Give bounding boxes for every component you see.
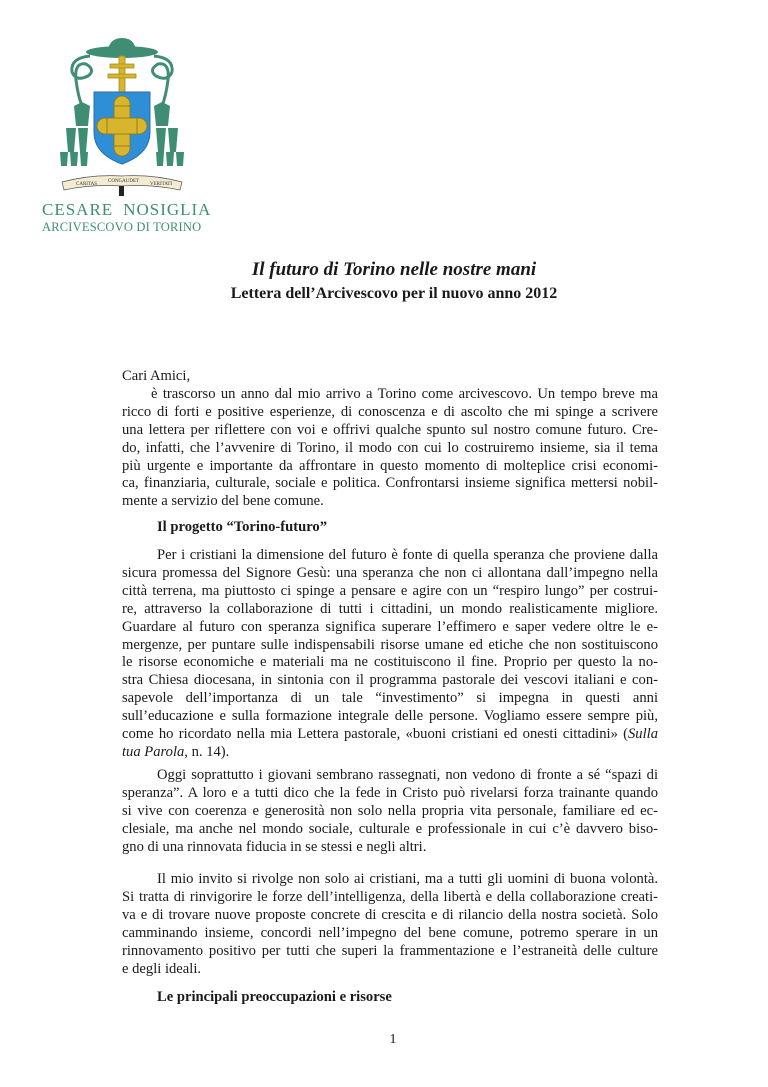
text-line: si vive con coerenza e generosità non solo nella propria vita personale, familiare ed ec- [122, 802, 658, 819]
text-line: tua Parola, n. 14). [122, 743, 230, 760]
paragraph-2 [122, 547, 658, 762]
text-line: Guardare al futuro con speranza significa superare l’effimero e saper vedere oltre le e- [122, 618, 658, 635]
text-line: sull’educazione e sulla formazione integrale delle persone. Vogliamo essere sempre più, [122, 708, 658, 725]
text-line: più urgente e importante da affrontare in questo momento di molteplice crisi economi- [122, 457, 658, 474]
svg-text:CARITAS: CARITAS [76, 182, 97, 187]
text-line: città terrena, ma piuttosto ci spinge a pensare e agire con un “respiro lungo” per costrui- [122, 582, 658, 599]
text-line: clesiale, ma anche nel mondo sociale, culturale e professionale in cui c’è davvero biso- [122, 820, 658, 837]
svg-text:CONGAUDET: CONGAUDET [108, 179, 140, 184]
text-line: rinnovamento positivo per tutti che superi la frammentazione e l’estraneità delle culture [122, 942, 658, 959]
text-line: re, attraverso la collaborazione di tutti i cittadini, un mondo realisticamente migliore. [122, 600, 658, 617]
paragraph-4 [122, 871, 658, 978]
author-name [42, 200, 211, 220]
svg-text:VERITATI: VERITATI [150, 182, 173, 187]
text-line: camminando insieme, concordi nell’impegno del bene comune, potremo sperare in un [122, 924, 658, 941]
document-subtitle: Lettera dell’Arcivescovo per il nuovo anno 2012 [230, 285, 558, 302]
text-line: mente a servizio del bene comune. [122, 493, 324, 510]
paragraph-1 [122, 386, 658, 511]
text-line: è trascorso un anno dal mio arrivo a Torino come arcivescovo. Un tempo breve ma [151, 385, 658, 402]
page-number: 1 [389, 1032, 397, 1047]
text-line: stra Chiesa diocesana, in sintonia con il programma pastorale dei vescovi italiani e con- [122, 672, 658, 689]
text-line: sicura promessa del Signore Gesù: una speranza che non ci allontana dall’impegno nella [122, 564, 658, 581]
paragraph-3 [122, 767, 658, 857]
archbishop-coat-of-arms-logo [52, 36, 192, 196]
text-line: speranza”. A loro e a tutti dico che la fede in Cristo può rivelarsi forza trainante quando [122, 784, 658, 801]
text-line: le risorse economiche e materiali ma ne costituiscono il fine. Proprio per questo la no- [122, 654, 658, 671]
author-first-name: CESARE [42, 200, 114, 219]
section-heading-1: Il progetto “Torino-futuro” [157, 519, 328, 535]
text-line: va e di trovare nuove proposte concrete di crescita e di rilancio della nostra società. Solo [122, 906, 658, 923]
text-line: e degli ideali. [122, 960, 202, 977]
text-line: do, infatti, che l’avvenire di Torino, il modo con cui lo costruiremo insieme, sia il tema [122, 439, 658, 456]
text-line: Oggi soprattutto i giovani sembrano rassegnati, non vedono di fronte a sé “spazi di [157, 767, 658, 783]
greeting: Cari Amici, [122, 368, 191, 384]
text-line: ricco di forti e positive esperienze, di conoscenza e di ascolto che mi spinge a scrivere [122, 403, 658, 420]
author-role: ARCIVESCOVO DI TORINO [42, 220, 202, 234]
document-title: Il futuro di Torino nelle nostre mani [251, 259, 537, 280]
text-line: Il mio invito si rivolge non solo ai cristiani, ma a tutti gli uomini di buona volontà. [157, 871, 658, 887]
text-line: gno di una rinnovata fiducia in se stessi e negli altri. [122, 838, 427, 855]
text-line: sapevole dell’importanza di un tale “investimento” si impegna in questi anni [122, 690, 658, 707]
text-line: mergenze, per puntare sulle indispensabili risorse umane ed etiche che non sostituiscono [122, 636, 658, 653]
section-heading-2: Le principali preoccupazioni e risorse [157, 989, 392, 1005]
author-last-name: NOSIGLIA [123, 200, 212, 219]
text-line: una lettera per riflettere con voi e offrivi qualche spunto sul nostro comune futuro. Cre- [122, 421, 658, 438]
text-line: ca, finanziaria, culturale, sociale e politica. Confrontarsi insieme significa mettersi nobil- [122, 475, 658, 492]
text-line: come ho ricordato nella mia Lettera pastorale, «buoni cristiani ed onesti cittadini» (Sulla [122, 726, 658, 743]
text-line: Si tratta di rinvigorire le forze dell’intelligenza, della libertà e della collaborazione creati- [122, 888, 658, 905]
intro-section [122, 368, 658, 511]
text-line: Per i cristiani la dimensione del futuro è fonte di quella speranza che proviene dalla [157, 547, 658, 563]
